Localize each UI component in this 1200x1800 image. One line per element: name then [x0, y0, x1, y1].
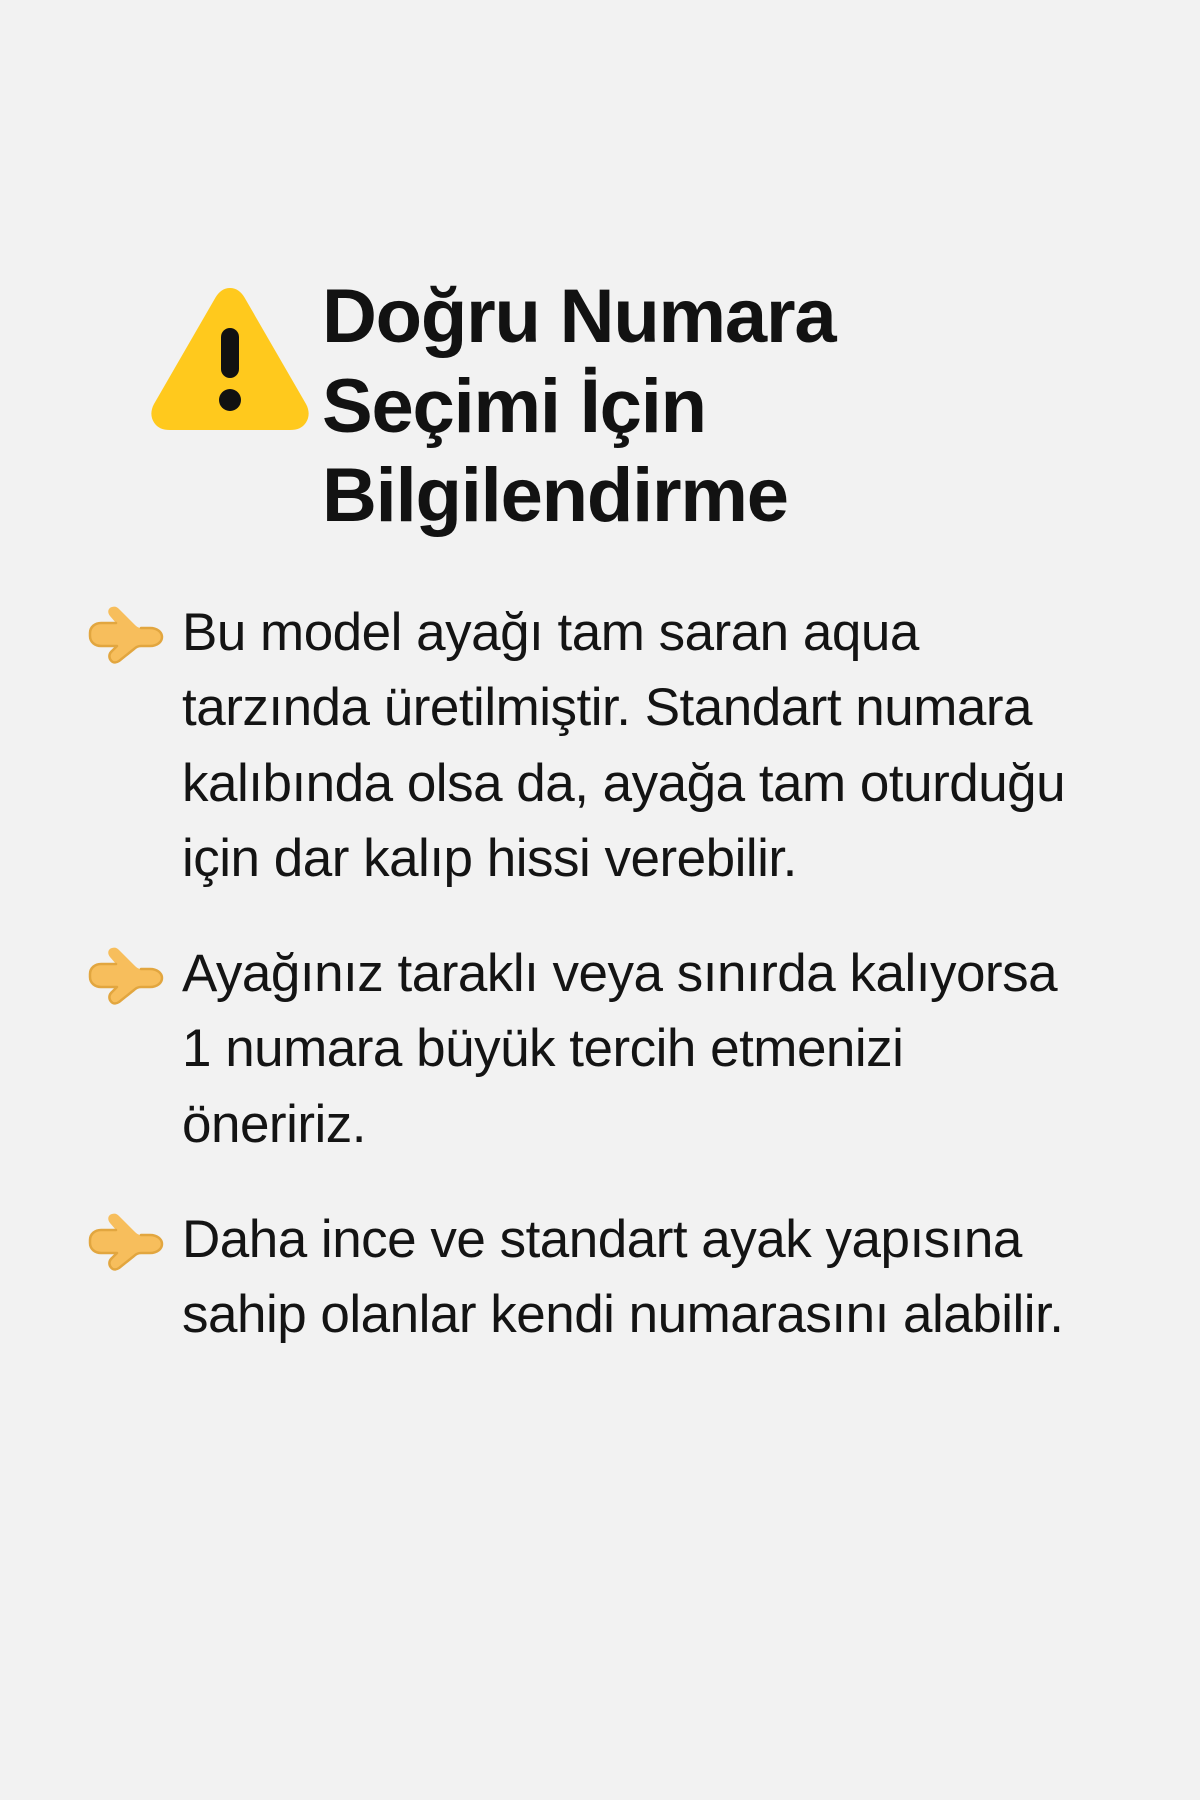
page-title: Doğru Numara Seçimi İçin Bilgilendirme	[322, 274, 836, 539]
pointing-hand-right-icon	[86, 595, 182, 665]
bullet-list	[0, 595, 1200, 1352]
pointing-hand-right-icon	[86, 1202, 182, 1272]
list-item-text: Ayağınız taraklı veya sınırda kalıyorsa 1 numara büyük tercih etmenizi öneririz.	[182, 944, 1058, 1154]
list-item	[86, 936, 1070, 1162]
list-item-text: Daha ince ve standart ayak yapısına sahip olanlar kendi numarasını alabilir.	[182, 1209, 1064, 1345]
pointing-hand-right-icon	[86, 936, 182, 1006]
list-item-text: Bu model ayağı tam saran aqua tarzında üretilmiştir. Standart numara kalıbında olsa da, ayağa tam oturduğu için dar kalıp hissi verebilir.	[182, 603, 1066, 888]
document-header	[150, 0, 1080, 541]
list-item	[86, 1202, 1070, 1353]
warning-triangle-icon	[150, 282, 310, 434]
list-item	[86, 595, 1070, 896]
